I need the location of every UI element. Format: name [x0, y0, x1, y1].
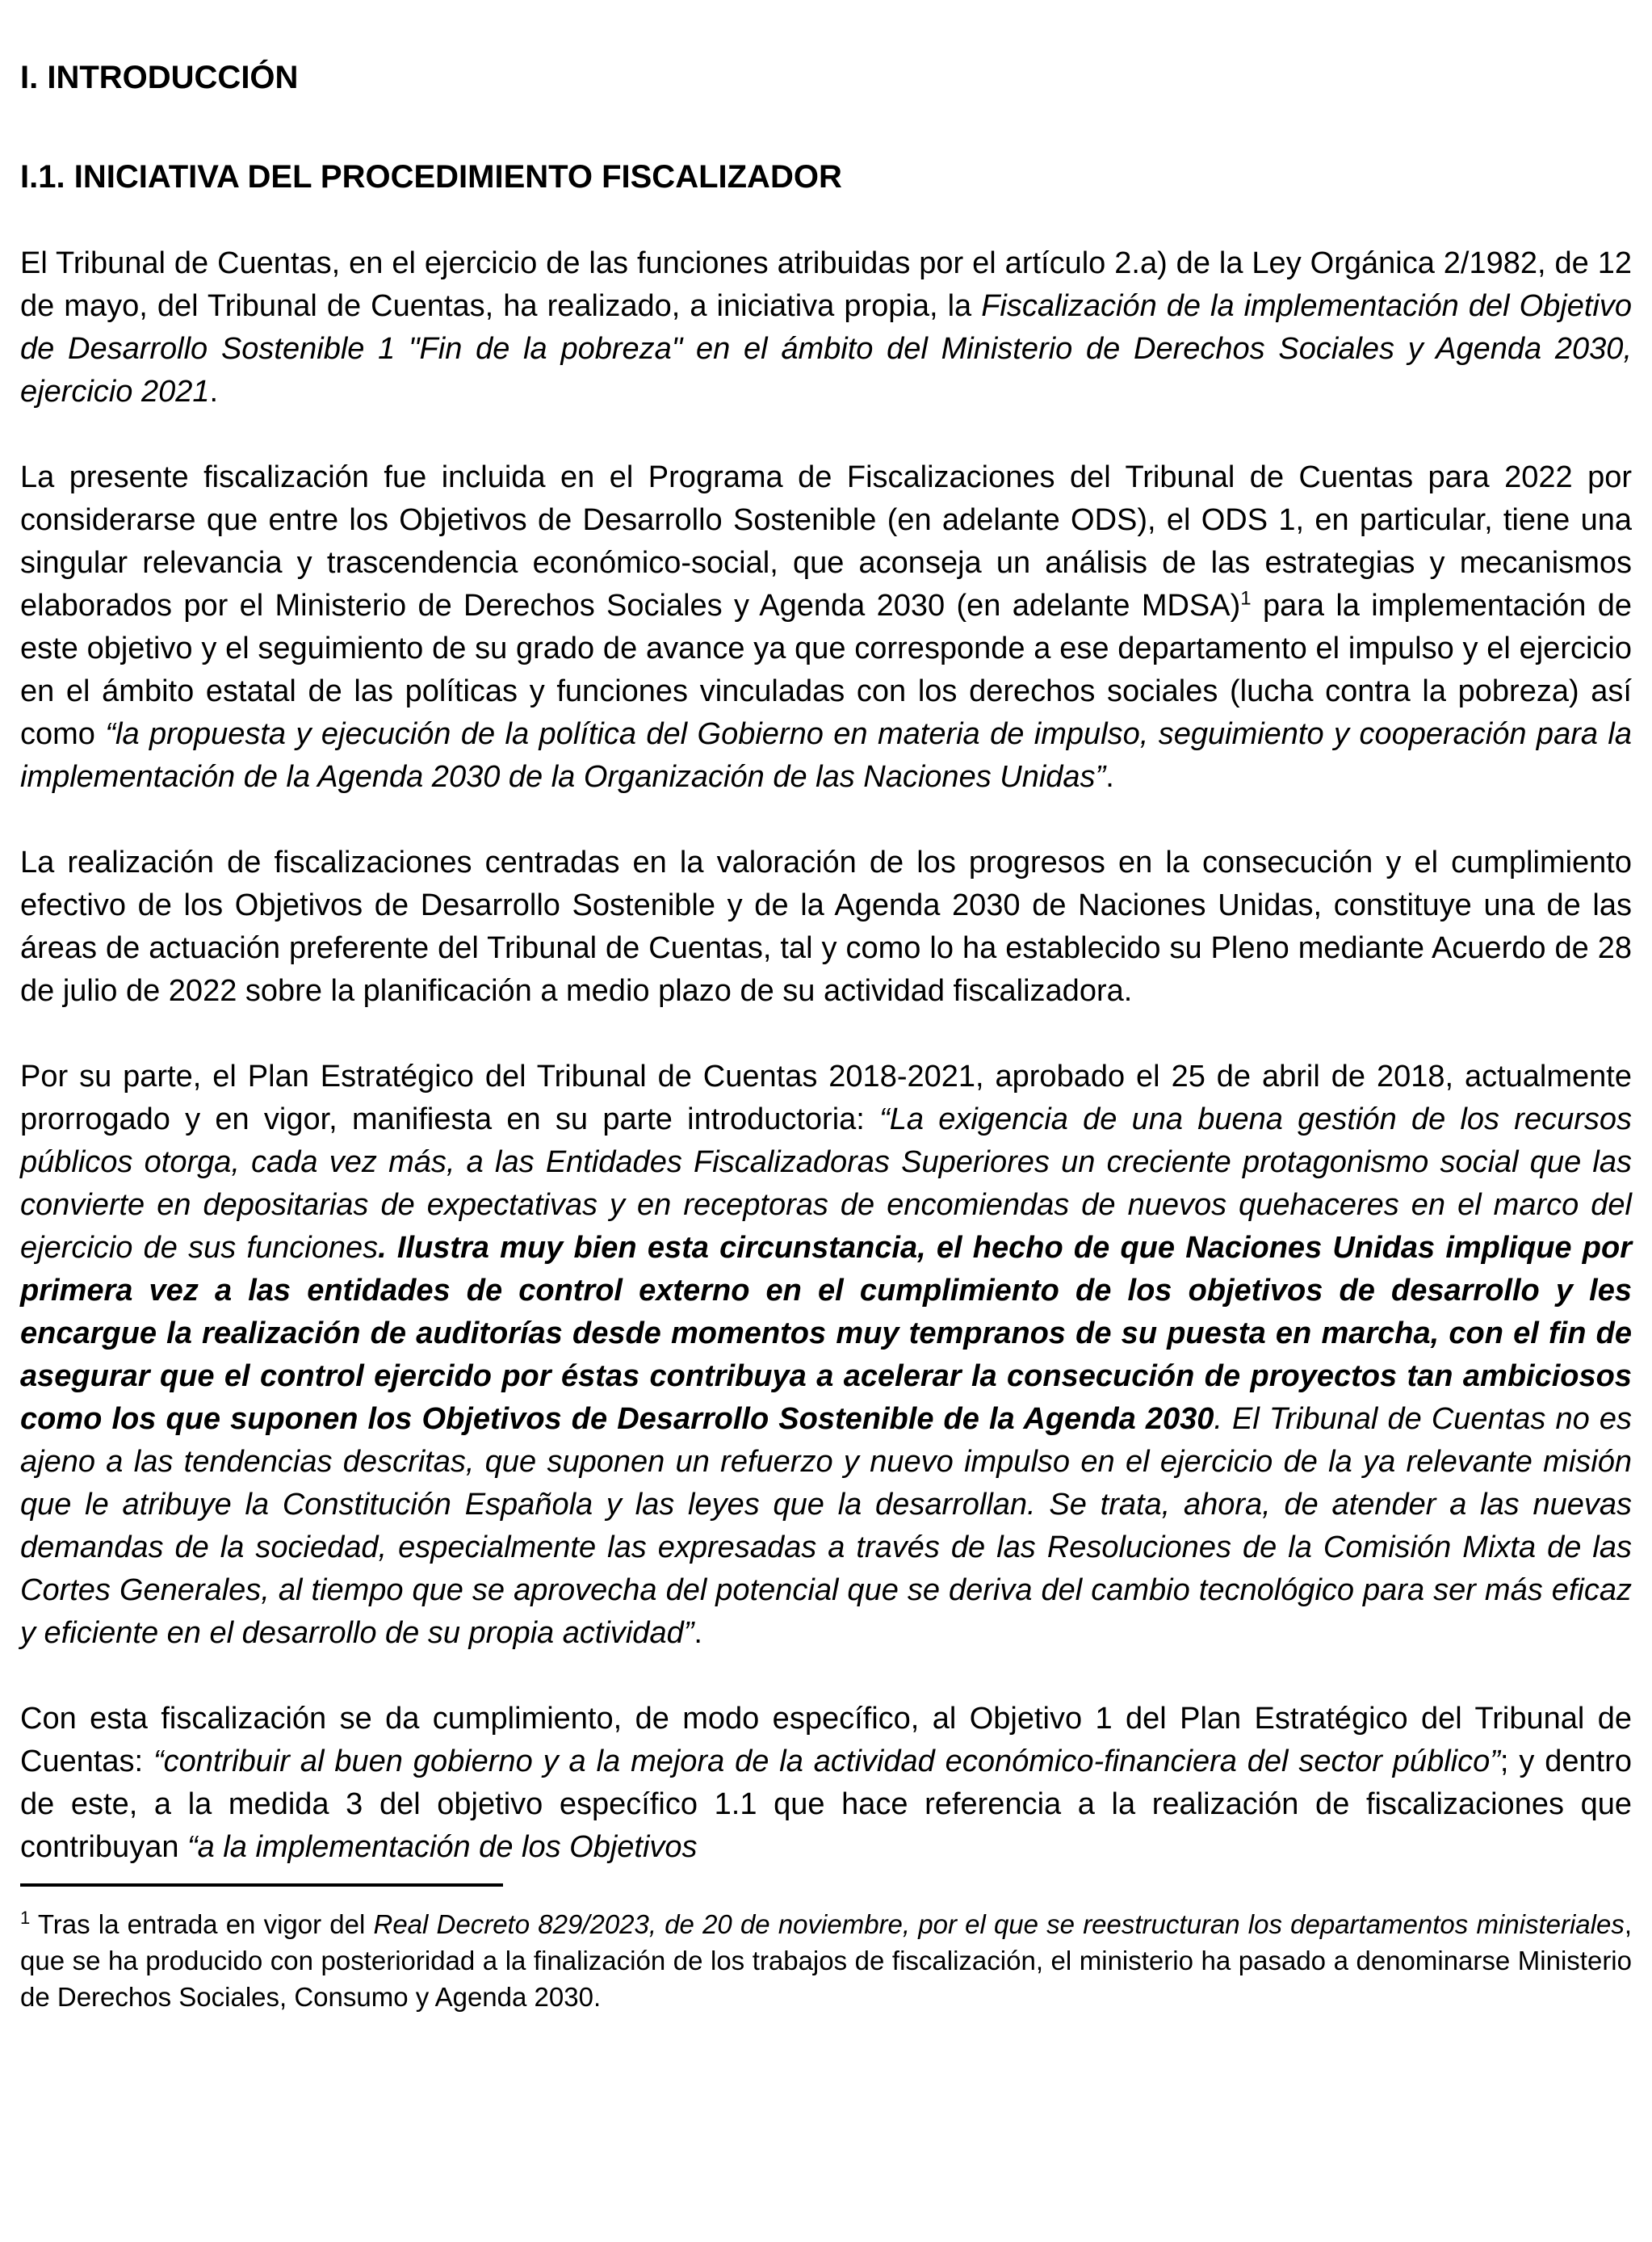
text-run: . — [209, 375, 219, 409]
text-run-italic: . El Tribunal de Cuentas no es ajeno a las tendencias descritas, que suponen un refuerzo y nuevo impulso en el ejercicio de la ya relevante misión que le atribuye la Constitución Española y las leyes que la desarrollan. Se trata, ahora, de atender a las nuevas demandas de la sociedad, especialmente las expresadas a través de las Resoluciones de la Comisión Mixta de las Cortes Generales, al tiempo que se aprovecha del potencial que se deriva del cambio tecnológico para ser más eficaz y eficiente en el desarrollo de su propia actividad” — [20, 1402, 1632, 1650]
footnote-text — [20, 1906, 1632, 2015]
text-run: La realización de fiscalizaciones centradas en la valoración de los progresos en la consecución y el cumplimiento efectivo de los Objetivos de Desarrollo Sostenible y de la Agenda 2030 de Naciones Unidas, constituye una de las áreas de actuación preferente del Tribunal de Cuentas, tal y como lo ha establecido su Pleno mediante Acuerdo de 28 de julio de 2022 sobre la planificación a medio plazo de su actividad fiscalizadora. — [20, 846, 1632, 1008]
footnote-separator — [20, 1883, 503, 1887]
text-run-italic: Real Decreto 829/2023, de 20 de noviembre, por el que se reestructuran los departamentos ministeriales — [373, 1909, 1625, 1939]
paragraph-5 — [20, 1698, 1632, 1869]
text-run: . — [1105, 760, 1114, 794]
text-run-italic: “La exigencia de una buena gestión de los recursos públicos otorga, cada vez más, a las Entidades Fiscalizadoras Superiores un creciente protagonismo social que las convierte en depositarias de expectativas y en receptoras de encomiendas de nuevos quehaceres en el marco del ejercicio de sus funciones — [20, 1102, 1632, 1265]
footnote-section — [20, 1883, 1632, 2015]
text-run: Tras la entrada en vigor del — [30, 1909, 374, 1939]
text-run: La presente fiscalización fue incluida en el Programa de Fiscalizaciones del Tribunal de Cuentas para 2022 por considerarse que entre los Objetivos de Desarrollo Sostenible (en adelante ODS), el ODS 1, en particular, tiene una singular relevancia y trascendencia económico-social, que aconseja un análisis de las estrategias y mecanismos elaborados por el Ministerio de Derechos Sociales y Agenda 2030 (en adelante MDSA) — [20, 460, 1632, 623]
paragraph-2 — [20, 456, 1632, 799]
section-heading: I. INTRODUCCIÓN — [20, 60, 299, 95]
text-run: Con esta fiscalización se da cumplimiento, de modo específico, al Objetivo 1 del Plan Estratégico del Tribunal de Cuentas: — [20, 1702, 1632, 1778]
paragraph-1 — [20, 242, 1632, 414]
text-run-italic: “a la implementación de los Objetivos — [187, 1830, 698, 1864]
text-run: , que se ha producido con posterioridad a la finalización de los trabajos de fiscalización, el ministerio ha pasado a denominarse Ministerio de Derechos Sociales, Consumo y Agenda 2030. — [20, 1909, 1632, 2012]
text-run: para la implementación de este objetivo y el seguimiento de su grado de avance ya que corresponde a ese departamento el impulso y el ejercicio en el ámbito estatal de las políticas y funciones vinculadas con los derechos sociales (lucha contra la pobreza) así como — [20, 589, 1633, 751]
subsection-heading: I.1. INICIATIVA DEL PROCEDIMIENTO FISCALIZADOR — [20, 159, 842, 195]
paragraph-3 — [20, 842, 1632, 1013]
text-run-italic: Fiscalización de la implementación del Objetivo de Desarrollo Sostenible 1 "Fin de la pobreza" en el ámbito del Ministerio de Derechos Sociales y Agenda 2030, ejercicio 2021 — [20, 289, 1633, 409]
text-run: El Tribunal de Cuentas, en el ejercicio de las funciones atribuidas por el artículo 2.a) de la Ley Orgánica 2/1982, de 12 de mayo, del Tribunal de Cuentas, ha realizado, a iniciativa propia, la — [20, 246, 1632, 323]
footnote-marker: 1 — [20, 1908, 31, 1928]
text-run-bold-italic: . Ilustra muy bien esta circunstancia, el hecho de que Naciones Unidas implique por primera vez a las entidades de control externo en el cumplimiento de los objetivos de desarrollo y les encargue la realización de auditorías desde momentos muy tempranos de su puesta en marcha, con el fin de asegurar que el control ejercido por éstas contribuya a acelerar la consecución de proyectos tan ambiciosos como los que suponen los Objetivos de Desarrollo Sostenible de la Agenda 2030 — [20, 1231, 1632, 1436]
paragraph-4 — [20, 1056, 1632, 1655]
text-run: ; y dentro de este, a la medida 3 del objetivo específico 1.1 que hace referencia a la realización de fiscalizaciones que contribuyan — [20, 1744, 1633, 1864]
footnote-reference: 1 — [1240, 587, 1252, 610]
text-run-italic: “contribuir al buen gobierno y a la mejora de la actividad económico-financiera del sector público” — [153, 1744, 1500, 1778]
text-run: . — [694, 1616, 702, 1650]
text-run: Por su parte, el Plan Estratégico del Tribunal de Cuentas 2018-2021, aprobado el 25 de abril de 2018, actualmente prorrogado y en vigor, manifiesta en su parte introductoria: — [20, 1060, 1632, 1136]
text-run-italic: “la propuesta y ejecución de la política del Gobierno en materia de impulso, seguimiento y cooperación para la implementación de la Agenda 2030 de la Organización de las Naciones Unidas” — [20, 717, 1632, 794]
